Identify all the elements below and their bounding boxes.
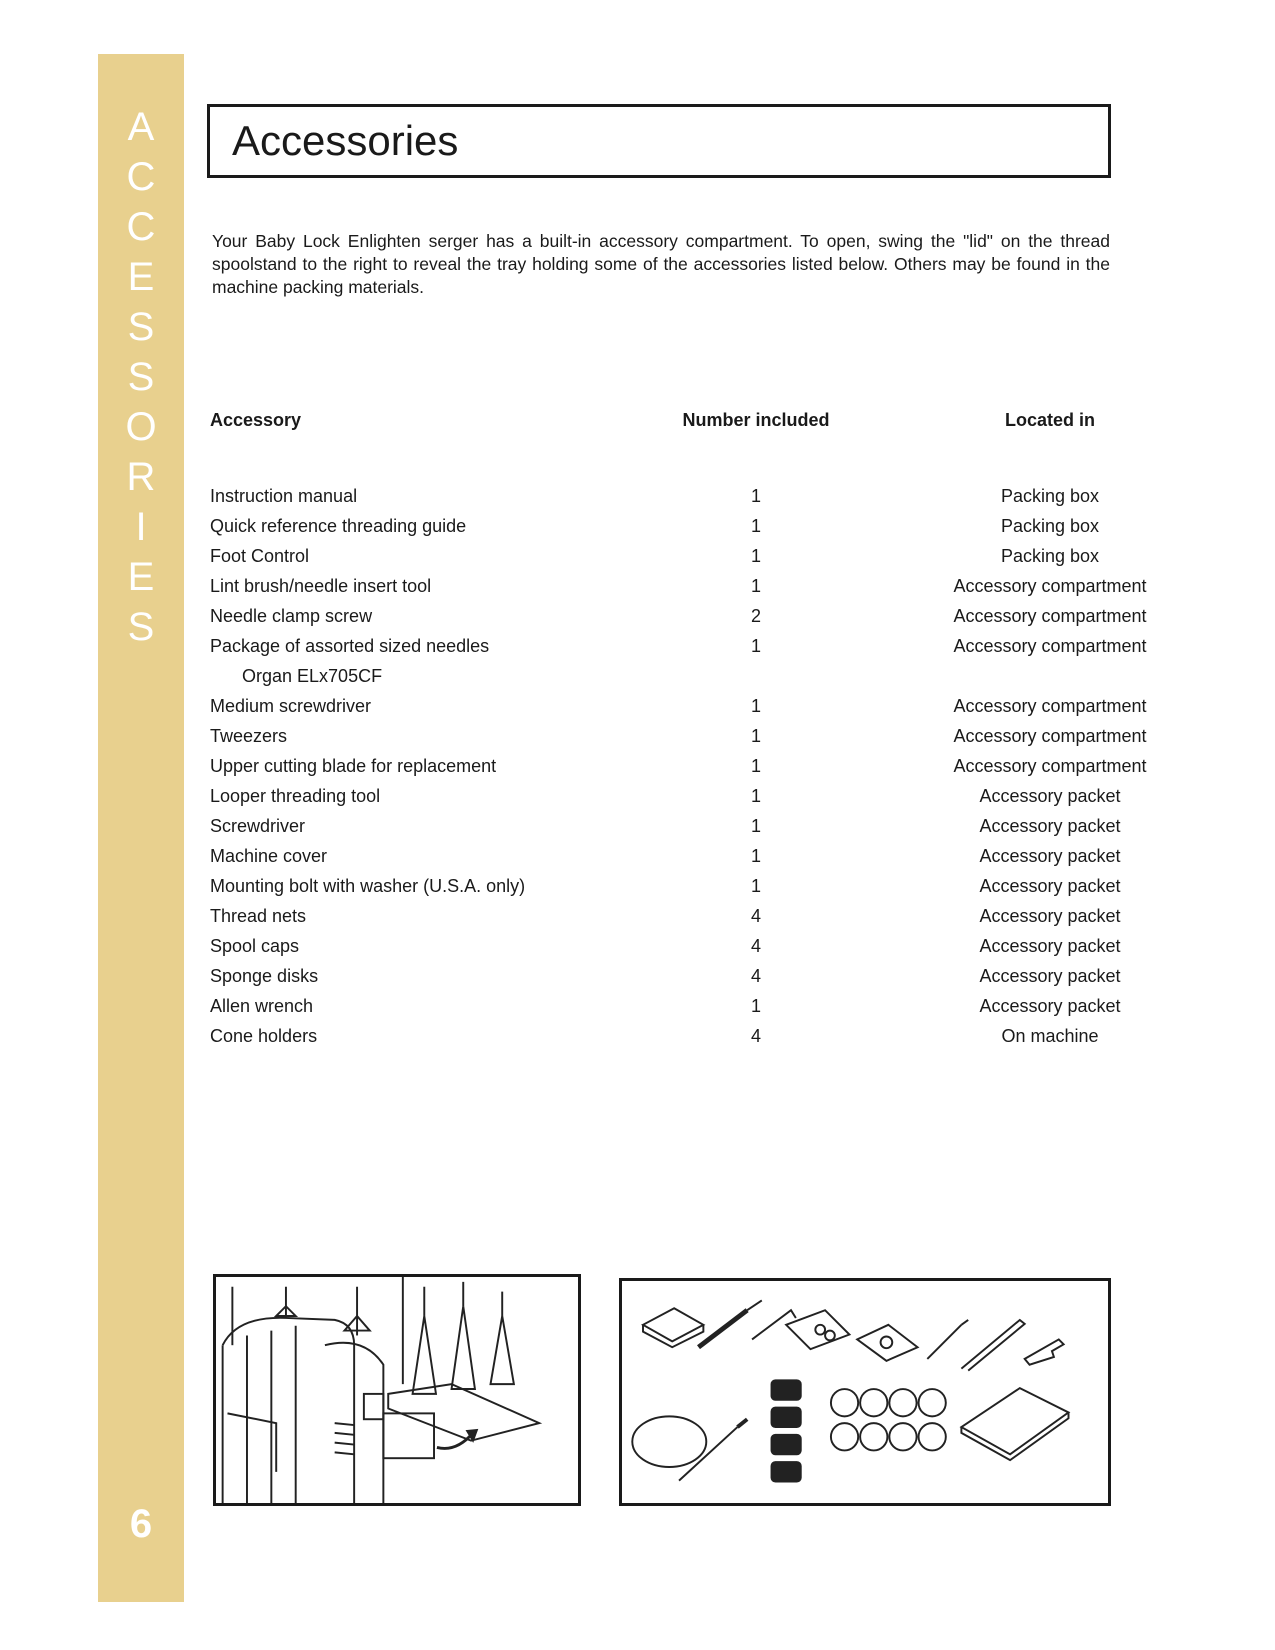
accessory-quantity: 4 bbox=[750, 1026, 761, 1046]
accessory-quantity: 1 bbox=[750, 486, 761, 506]
accessory-name: Foot Control bbox=[210, 546, 310, 566]
accessory-quantity: 1 bbox=[750, 756, 761, 776]
table-row bbox=[210, 696, 1147, 726]
accessories-set-illustration bbox=[622, 1281, 1108, 1503]
section-label-vertical bbox=[98, 102, 184, 652]
accessory-quantity: 1 bbox=[750, 696, 761, 716]
accessory-quantity: 1 bbox=[750, 636, 761, 656]
accessory-location: Accessory packet bbox=[979, 786, 1121, 806]
sidebar-letter: C bbox=[126, 205, 156, 249]
spoolstand-lid-illustration bbox=[213, 1274, 581, 1506]
header-number-included: Number included bbox=[682, 410, 830, 430]
header-located-in: Located in bbox=[1004, 410, 1095, 430]
table-row bbox=[210, 846, 1121, 876]
accessory-location: Accessory compartment bbox=[953, 696, 1147, 716]
header-accessory: Accessory bbox=[210, 410, 302, 430]
accessory-quantity: 4 bbox=[750, 906, 761, 926]
accessory-quantity: 1 bbox=[750, 816, 761, 836]
accessory-quantity: 1 bbox=[750, 726, 761, 746]
accessories-table bbox=[210, 410, 1147, 1056]
sidebar-letter: A bbox=[127, 105, 155, 149]
sidebar-letter: C bbox=[126, 155, 156, 199]
accessory-name: Quick reference threading guide bbox=[210, 516, 467, 536]
accessory-location: Accessory packet bbox=[979, 906, 1121, 926]
table-row bbox=[210, 576, 1147, 606]
accessory-name: Needle clamp screw bbox=[210, 606, 373, 626]
table-row bbox=[210, 876, 1121, 906]
accessory-location: Accessory compartment bbox=[953, 756, 1147, 776]
accessory-location: Accessory packet bbox=[979, 846, 1121, 866]
accessory-name: Screwdriver bbox=[210, 816, 306, 836]
accessory-location: Accessory packet bbox=[979, 966, 1121, 986]
accessory-name: Upper cutting blade for replacement bbox=[210, 756, 497, 776]
page-number: 6 bbox=[129, 1502, 153, 1546]
accessory-name: Machine cover bbox=[210, 846, 328, 866]
sidebar-letter: I bbox=[135, 505, 147, 549]
table-header-row bbox=[210, 410, 1110, 440]
table-row bbox=[210, 1026, 1110, 1056]
table-row bbox=[210, 606, 1147, 636]
accessory-location: Accessory packet bbox=[979, 936, 1121, 956]
sidebar-letter: E bbox=[127, 555, 155, 599]
accessory-location: Accessory packet bbox=[979, 876, 1121, 896]
section-sidebar bbox=[98, 54, 184, 1602]
table-row bbox=[210, 726, 1147, 756]
sidebar-letter: E bbox=[127, 255, 155, 299]
page-title: Accessories bbox=[232, 117, 459, 164]
table-row bbox=[210, 996, 1121, 1026]
accessory-name: Medium screwdriver bbox=[210, 696, 372, 716]
table-row bbox=[210, 936, 1121, 966]
table-row bbox=[210, 966, 1121, 996]
table-row bbox=[210, 516, 1110, 546]
accessory-quantity: 1 bbox=[750, 786, 761, 806]
table-row bbox=[210, 636, 1147, 666]
accessory-name: Organ ELx705CF bbox=[242, 666, 383, 686]
accessory-quantity: 1 bbox=[750, 576, 761, 596]
accessory-name: Mounting bolt with washer (U.S.A. only) bbox=[210, 876, 526, 896]
accessory-location: Accessory packet bbox=[979, 996, 1121, 1016]
accessory-name: Cone holders bbox=[210, 1026, 318, 1046]
accessory-location: Accessory compartment bbox=[953, 576, 1147, 596]
accessory-name: Thread nets bbox=[210, 906, 307, 926]
table-row bbox=[210, 486, 1110, 516]
table-row bbox=[210, 546, 1110, 576]
accessory-location: Packing box bbox=[1000, 546, 1100, 566]
accessory-name: Sponge disks bbox=[210, 966, 319, 986]
accessory-name: Spool caps bbox=[210, 936, 300, 956]
accessory-location: Packing box bbox=[1000, 486, 1100, 506]
accessory-location: Accessory packet bbox=[979, 816, 1121, 836]
accessory-name: Allen wrench bbox=[210, 996, 314, 1016]
accessory-location: Accessory compartment bbox=[953, 726, 1147, 746]
accessory-quantity: 1 bbox=[750, 996, 761, 1016]
accessory-quantity: 1 bbox=[750, 876, 761, 896]
accessory-name: Instruction manual bbox=[210, 486, 358, 506]
table-row bbox=[210, 786, 1121, 816]
accessory-name: Package of assorted sized needles bbox=[210, 636, 490, 656]
accessory-quantity: 2 bbox=[750, 606, 761, 626]
table-body bbox=[210, 486, 1147, 1056]
accessory-location: Packing box bbox=[1000, 516, 1100, 536]
accessory-name: Looper threading tool bbox=[210, 786, 381, 806]
accessory-items-illustration bbox=[619, 1278, 1111, 1506]
table-row bbox=[210, 816, 1121, 846]
table-row bbox=[210, 756, 1147, 786]
table-row bbox=[210, 906, 1121, 936]
intro-paragraph: Your Baby Lock Enlighten serger has a built-in accessory compartment. To open, swing the "lid" on the thread spoolstand to the right to reveal the tray holding some of the accessories listed below. Others may be found in the machine packing materials. bbox=[212, 231, 1110, 297]
accessory-quantity: 1 bbox=[750, 516, 761, 536]
accessory-location: Accessory compartment bbox=[953, 636, 1147, 656]
sidebar-letter: S bbox=[127, 605, 155, 649]
sidebar-letter: S bbox=[127, 355, 155, 399]
accessory-quantity: 4 bbox=[750, 936, 761, 956]
sidebar-letter: S bbox=[127, 305, 155, 349]
title-box bbox=[207, 104, 1111, 178]
sidebar-letter: R bbox=[126, 455, 156, 499]
accessory-name: Lint brush/needle insert tool bbox=[210, 576, 432, 596]
accessory-location: On machine bbox=[1001, 1026, 1099, 1046]
serger-illustration bbox=[216, 1277, 578, 1503]
sidebar-letter: O bbox=[125, 405, 157, 449]
accessory-quantity: 4 bbox=[750, 966, 761, 986]
accessory-quantity: 1 bbox=[750, 846, 761, 866]
accessory-location: Accessory compartment bbox=[953, 606, 1147, 626]
accessory-name: Tweezers bbox=[210, 726, 288, 746]
accessory-quantity: 1 bbox=[750, 546, 761, 566]
table-row bbox=[210, 666, 1110, 696]
